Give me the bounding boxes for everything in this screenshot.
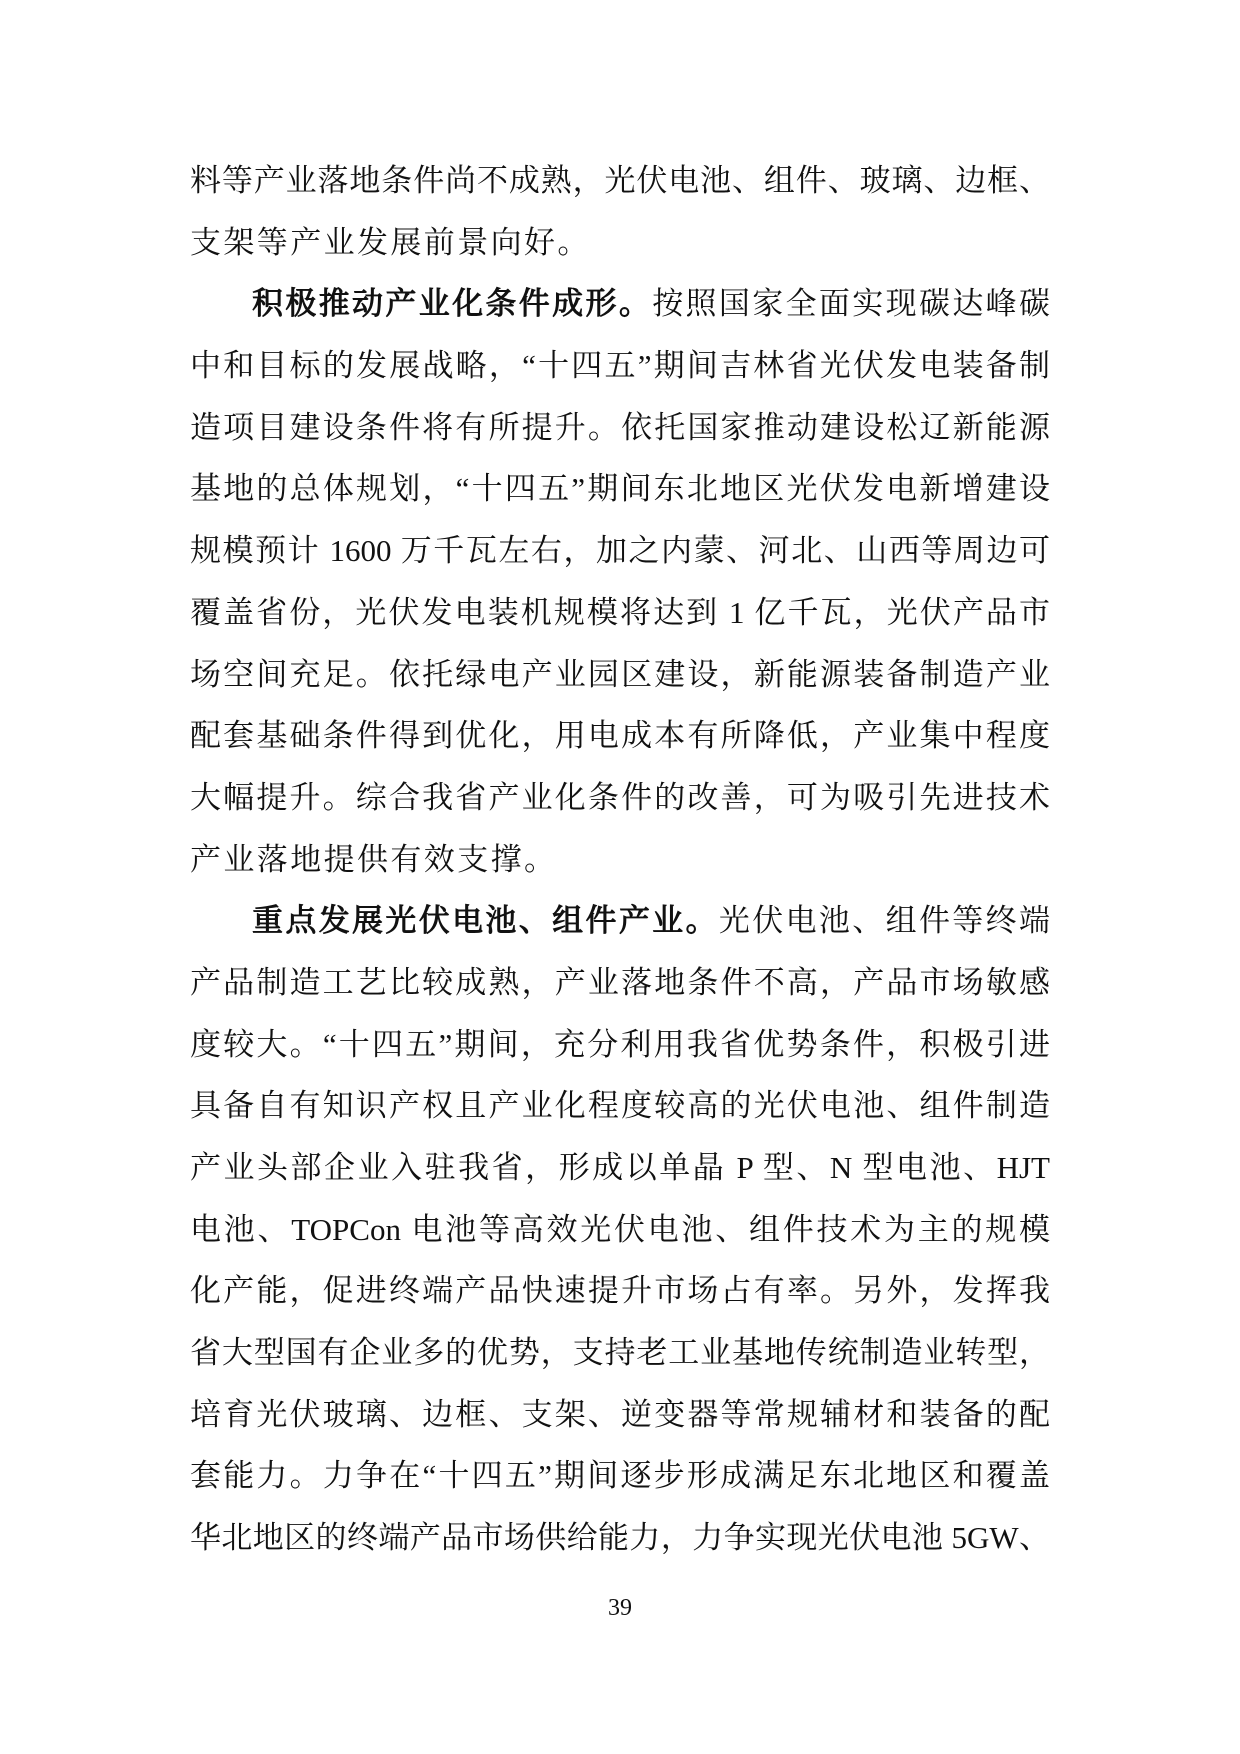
line-text: 覆盖省份，光伏发电装机规模将达到 1 亿千瓦，光伏产品市 — [190, 594, 1050, 630]
line-text: 大幅提升。综合我省产业化条件的改善，可为吸引先进技术 — [190, 779, 1050, 815]
line-text: 产业头部企业入驻我省，形成以单晶 P 型、N 型电池、HJT — [190, 1150, 1050, 1185]
text-line — [190, 644, 1050, 706]
text-line — [190, 1137, 1050, 1199]
text-line — [190, 1445, 1050, 1507]
document-body — [190, 150, 1050, 1569]
text-line — [190, 458, 1050, 520]
text-line — [190, 890, 1050, 952]
text-line — [190, 705, 1050, 767]
text-line — [190, 397, 1050, 459]
line-text: 化产能，促进终端产品快速提升市场占有率。另外，发挥我 — [190, 1273, 1050, 1309]
line-text: 造项目建设条件将有所提升。依托国家推动建设松辽新能源 — [190, 409, 1050, 445]
text-line — [190, 1199, 1050, 1261]
line-text: 具备自有知识产权且产业化程度较高的光伏电池、组件制造 — [190, 1088, 1050, 1124]
line-text: 产业落地提供有效支撑。 — [190, 841, 558, 877]
line-text: 产品制造工艺比较成熟，产业落地条件不高，产品市场敏感 — [190, 964, 1050, 1000]
text-line — [190, 520, 1050, 582]
line-text: 套能力。力争在“十四五”期间逐步形成满足东北地区和覆盖 — [190, 1458, 1050, 1494]
line-text: 华北地区的终端产品市场供给能力，力争实现光伏电池 5GW、 — [190, 1520, 1050, 1556]
line-text: 按照国家全面实现碳达峰碳 — [652, 286, 1050, 322]
page-number: 39 — [608, 1595, 632, 1621]
line-text: 光伏电池、组件等终端 — [718, 903, 1050, 939]
text-line — [190, 1075, 1050, 1137]
text-line — [190, 1384, 1050, 1446]
line-text: 配套基础条件得到优化，用电成本有所降低，产业集中程度 — [190, 718, 1050, 754]
line-text: 基地的总体规划，“十四五”期间东北地区光伏发电新增建设 — [190, 471, 1050, 507]
line-text: 培育光伏玻璃、边框、支架、逆变器等常规辅材和装备的配 — [190, 1396, 1050, 1432]
text-line — [190, 582, 1050, 644]
text-line — [190, 273, 1050, 335]
line-text: 料等产业落地条件尚不成熟，光伏电池、组件、玻璃、边框、 — [190, 163, 1050, 198]
line-text: 省大型国有企业多的优势，支持老工业基地传统制造业转型， — [190, 1335, 1050, 1371]
line-text: 度较大。“十四五”期间，充分利用我省优势条件，积极引进 — [190, 1026, 1050, 1062]
text-line — [190, 212, 1050, 274]
line-text: 规模预计 1600 万千瓦左右，加之内蒙、河北、山西等周边可 — [190, 533, 1050, 569]
text-line — [190, 1014, 1050, 1076]
text-line — [190, 767, 1050, 829]
paragraph-bold-lead: 重点发展光伏电池、组件产业。 — [252, 903, 719, 939]
text-line — [190, 1260, 1050, 1322]
line-text: 场空间充足。依托绿电产业园区建设，新能源装备制造产业 — [190, 656, 1050, 692]
text-line — [190, 1507, 1050, 1569]
text-line — [190, 335, 1050, 397]
text-line — [190, 829, 1050, 891]
paragraph-bold-lead: 积极推动产业化条件成形。 — [252, 286, 653, 322]
line-text: 电池、TOPCon 电池等高效光伏电池、组件技术为主的规模 — [190, 1211, 1050, 1247]
text-line — [190, 1322, 1050, 1384]
text-line — [190, 952, 1050, 1014]
line-text: 中和目标的发展战略，“十四五”期间吉林省光伏发电装备制 — [190, 348, 1050, 384]
line-text: 支架等产业发展前景向好。 — [190, 224, 591, 260]
text-line — [190, 150, 1050, 212]
